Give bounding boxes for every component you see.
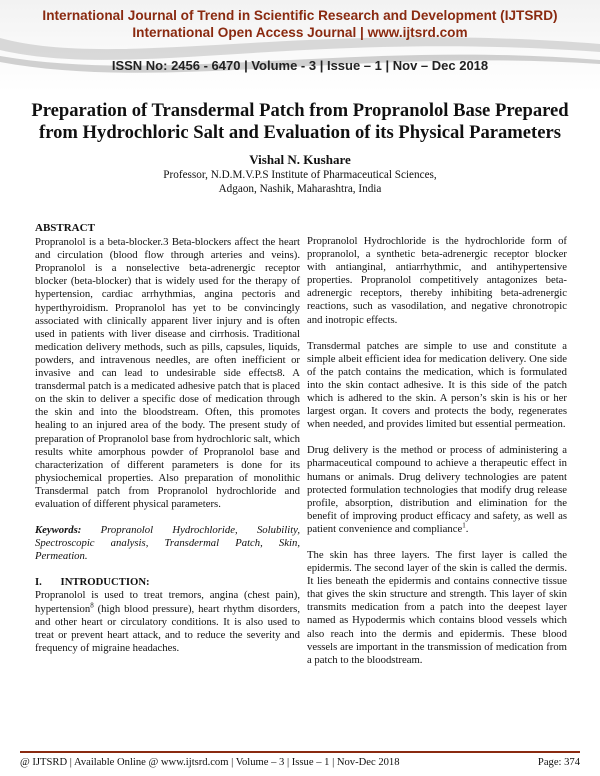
drug-delivery-text: Drug delivery is the method or process of administering a pharmaceutical compound to achieve a therapeutic effect in humans or animals. Drug delivery technologies are patent protected formulation technologies that modify drug release profile, absorption, distribution and elimination for the benefit of improving product efficacy and safety, as well as patient convenience and compliance [307, 444, 567, 535]
right-column [307, 235, 567, 667]
journal-banner [0, 0, 600, 92]
affiliation-line-1: Professor, N.D.M.V.P.S Institute of Pharmaceutical Sciences, [163, 169, 437, 181]
footer-text: @ IJTSRD | Available Online @ www.ijtsrd.com | Volume – 3 | Issue – 1 | Nov-Dec 2018 [20, 757, 400, 768]
journal-subtitle: International Open Access Journal | www.ijtsrd.com [132, 25, 468, 40]
section-heading-introduction [35, 576, 300, 589]
author-affiliation [0, 168, 600, 196]
citation-8: 8 [90, 600, 94, 609]
issn-line: ISSN No: 2456 - 6470 | Volume - 3 | Issue – 1 | Nov – Dec 2018 [111, 58, 489, 73]
left-column [35, 222, 300, 655]
paragraph-skin-layers: The skin has three layers. The first layer is called the epidermis. The second layer of the skin is called the dermis. It lies beneath the epidermis and contains connective tissue that gives the skin structure and strength. This layer of skin transmits medication from a patch into the deepest layer named as Hypodermis which contains blood vessels which also reach into the dermis and epidermis. These blood vessels are important in the transmission of medication from a patch to the bloodstream. [307, 548, 567, 666]
title-line-1: Preparation of Transdermal Patch from Propranolol Base Prepared [31, 100, 569, 121]
author-name: Vishal N. Kushare [249, 152, 351, 167]
paragraph-transdermal-patches: Transdermal patches are simple to use and constitute a simple albeit efficient idea for medication delivery. One side of the patch contains the medication, which is formulated into the skin contact adhesive. It is this side of the patch which is adhered to the skin. A person’s skin is his or her largest organ. It covers and protects the body, regenerates when needed, and provides limited but essential permeation. [307, 339, 567, 431]
section-title: INTRODUCTION: [60, 576, 150, 589]
intro-text-1: Propranolol is used to treat tremors, angina (chest pain), hypertension [35, 589, 300, 615]
affiliation-line-2: Adgaon, Nashik, Maharashtra, India [218, 183, 382, 195]
journal-name: International Journal of Trend in Scientific Research and Development (IJTSRD) [42, 8, 558, 23]
paper-title [20, 100, 580, 144]
section-number: I. [35, 576, 42, 589]
keywords-label: Keywords: [35, 524, 82, 537]
drug-delivery-end: . [465, 522, 469, 535]
paragraph-drug-delivery [307, 444, 567, 536]
page-footer [20, 751, 580, 768]
citation-1: 1 [462, 521, 466, 530]
page-number: Page: 374 [537, 757, 580, 768]
abstract-heading: ABSTRACT [35, 222, 95, 234]
intro-text-2: (high blood pressure), heart rhythm disorders, and other heart or circulatory conditions. It is also used to treat or prevent heart attack, and to reduce the severity and frequency of migraine headaches. [35, 602, 300, 654]
title-line-2: from Hydrochloric Salt and Evaluation of its Physical Parameters [39, 122, 561, 143]
keywords [35, 524, 300, 563]
abstract-text: Propranolol is a beta-blocker.3 Beta-blockers affect the heart and circulation (blood flow through arteries and veins). Propranolol is a nonselective beta-adrenergic receptor blocker (beta-blocker) that is widely used for the therapy of hypertension, cardiac arrhythmias, angina pectoris and hyperthyroidism. Propranolol has yet to be convincingly associated with clinically apparent liver injury and is often used in patients with liver disease and cirrhosis. Traditional medication delivery methods, such as pills, capsules, liquids, powders, and intravenous needles, are often inefficient or invasive and can lead to undesirable side effects8. A transdermal patch is a medicated adhesive patch that is placed on the skin to deliver a specific dose of medication through the skin and into the bloodstream. Often, this promotes healing to an injured area of the body. The present study of preparation of Propranolol base from hydrochloric salt, which results white amorphous powder of Propranolol base and characterization of different parameters is done for its physiochemical properties. Also preparation of monolithic Transdermal patch from Propranolol hydrochloride and evaluation of different physical parameters. [35, 236, 301, 510]
paragraph-propranolol-hcl: Propranolol Hydrochloride is the hydrochloride form of propranolol, a synthetic beta-adrenergic receptor blocker with antianginal, antiarrhythmic, and antihypertensive properties. Propranolol competitively antagonizes beta-adrenergic receptors, thereby inhibiting beta-adrenergic reactions, such as vasodilation, and negative chronotropic and inotropic effects. [307, 235, 567, 326]
introduction-paragraph [35, 589, 300, 654]
keywords-text: Propranolol Hydrochloride, Solubility, Spectroscopic analysis, Transdermal Patch, Skin, Permeation. [35, 524, 300, 563]
